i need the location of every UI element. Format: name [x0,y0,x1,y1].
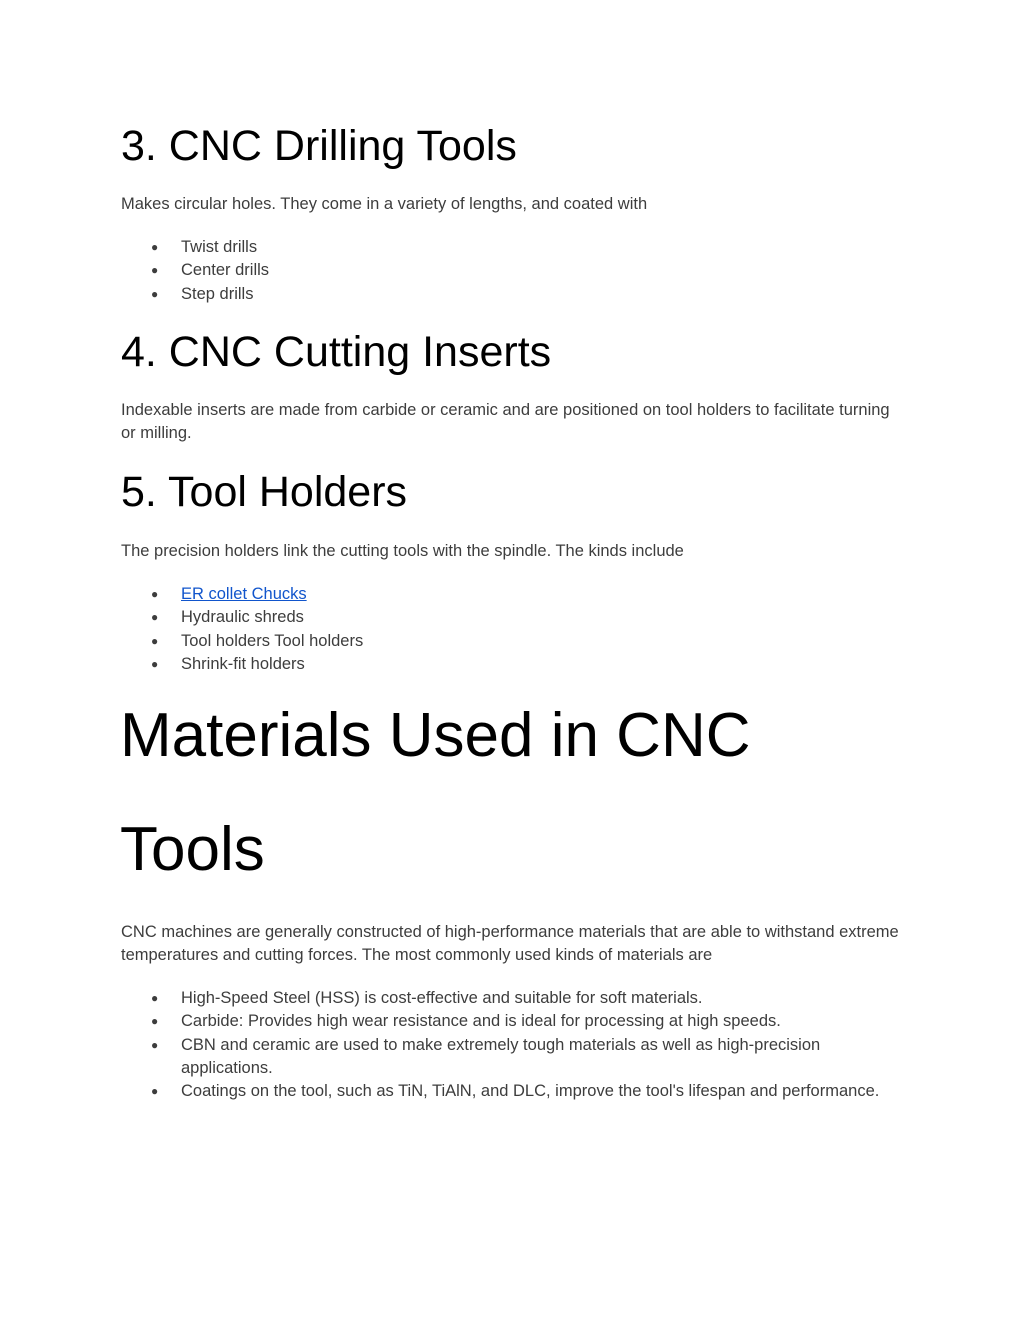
bullet-icon: ● [151,633,159,648]
list-item [121,1080,901,1103]
bullet-icon: ● [151,263,159,278]
list-item-text: Shrink-fit holders [181,654,305,673]
list-item [121,987,901,1010]
list-item-text: Hydraulic shreds [181,608,304,627]
bullet-icon: ● [151,286,159,301]
bullet-icon: ● [151,587,159,601]
heading-tool-holders: 5. Tool Holders [121,468,408,516]
list-item-text: CBN and ceramic are used to make extremely tough materials as well as high-precision applications. [181,1035,821,1077]
list-item-text: High-Speed Steel (HSS) is cost-effective and suitable for soft materials. [181,989,703,1007]
list-item [121,583,901,606]
list-item-text: Twist drills [181,238,258,256]
bullet-icon: ● [151,240,159,254]
list-item-text: Coatings on the tool, such as TiN, TiAlN, and DLC, improve the tool's lifespan and performance. [181,1082,880,1101]
er-collet-chucks-link[interactable]: ER collet Chucks [181,585,307,603]
list-item [121,259,901,282]
heading-materials: Materials Used in CNC Tools [120,701,751,884]
bullet-icon: ● [151,991,159,1005]
heading-cutting-inserts: 4. CNC Cutting Inserts [121,328,552,376]
bullet-icon: ● [151,656,159,671]
list-item [121,653,901,676]
list-item-text: Tool holders Tool holders [181,631,364,650]
list-item-text: Step drills [181,284,254,303]
list-item-text: Carbide: Provides high wear resistance and is ideal for processing at high speeds. [181,1012,781,1031]
list-item [121,630,901,653]
bullet-icon: ● [151,1084,159,1099]
holders-description: The precision holders link the cutting tools with the spindle. The kinds include [121,542,684,560]
materials-description: CNC machines are generally constructed of high-performance materials that are able to withstand extreme temperatures and cutting forces. The most commonly used kinds of materials are [121,923,899,965]
holders-list [121,583,901,676]
list-item [121,1034,901,1081]
list-item [121,606,901,629]
drilling-description: Makes circular holes. They come in a variety of lengths, and coated with [121,195,648,213]
bullet-icon: ● [151,1037,159,1052]
bullet-icon: ● [151,610,159,625]
heading-drilling-tools: 3. CNC Drilling Tools [121,122,517,170]
drilling-list [121,236,901,306]
inserts-description: Indexable inserts are made from carbide or ceramic and are positioned on tool holders to facilitate turning or milling. [121,401,890,443]
list-item-text: Center drills [181,261,270,280]
list-item [121,236,901,259]
list-item [121,283,901,306]
materials-list [121,987,901,1103]
bullet-icon: ● [151,1014,159,1029]
list-item [121,1010,901,1033]
